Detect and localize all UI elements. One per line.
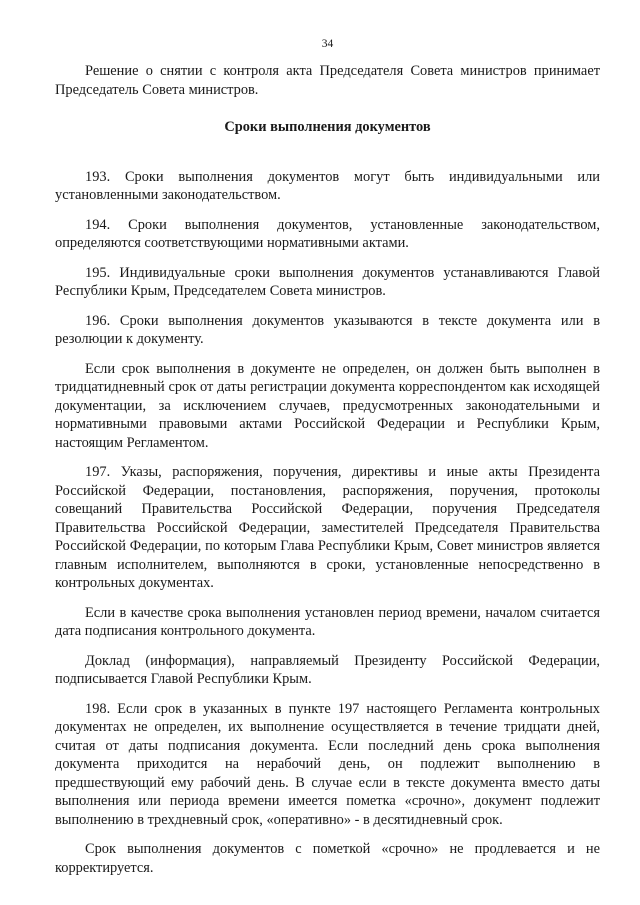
paragraph-198: 198. Если срок в указанных в пункте 197 настоящего Регламента контрольных документах не определен, их выполнение осуществляется в течение тридцати дней, считая от даты подписания документа. Если последний день срока выполнения документа приходится на нерабочий день, он подлежит выполнению в предшествующий ему рабочий день. В случае если в тексте документа вместо даты выполнения или периода времени имеется пометка «срочно», документ подлежит выполнению в трехдневный срок, «оперативно» - в десятидневный срок. — [55, 700, 600, 828]
paragraph-196-continuation: Если срок выполнения в документе не определен, он должен быть выполнен в тридцатидневный срок от даты регистрации документа корреспондентом как исходящей документации, за исключением случаев, предусмотренных законодательными и нормативными правовыми актами Российской Федерации и Республики Крым, настоящим Регламентом. — [55, 360, 600, 451]
paragraph-197-report: Доклад (информация), направляемый Президенту Российской Федерации, подписывается Главой Республики Крым. — [55, 652, 600, 687]
section-title: Сроки выполнения документов — [224, 119, 431, 135]
page-number: 34 — [321, 38, 334, 50]
document-page — [55, 0, 600, 905]
paragraph-198-urgent: Срок выполнения документов с пометкой «срочно» не продлевается и не корректируется. — [55, 841, 600, 876]
paragraph-196: 196. Сроки выполнения документов указываются в тексте документа или в резолюции к документу. — [55, 312, 600, 347]
paragraph-194: 194. Сроки выполнения документов, установленные законодательством, определяются соответствующими нормативными актами. — [55, 216, 600, 251]
paragraph-193: 193. Сроки выполнения документов могут быть индивидуальными или установленными законодательством. — [55, 168, 600, 203]
paragraph-197-period: Если в качестве срока выполнения установлен период времени, началом считается дата подписания контрольного документа. — [55, 604, 600, 639]
paragraph-195: 195. Индивидуальные сроки выполнения документов устанавливаются Главой Республики Крым, Председателем Совета министров. — [55, 264, 600, 299]
intro-paragraph: Решение о снятии с контроля акта Председателя Совета министров принимает Председатель Совета министров. — [55, 63, 600, 98]
paragraph-197: 197. Указы, распоряжения, поручения, директивы и иные акты Президента Российской Федерации, постановления, распоряжения, поручения, протоколы совещаний Правительства Российской Федерации, поручения Председателя Правительства Российской Федерации, заместителей Председателя Правительства Российской Федерации, по которым Глава Республики Крым, Совет министров является главным исполнителем, выполняются в сроки, установленные непосредственно в контрольных документах. — [55, 464, 600, 591]
document-body — [55, 62, 600, 888]
